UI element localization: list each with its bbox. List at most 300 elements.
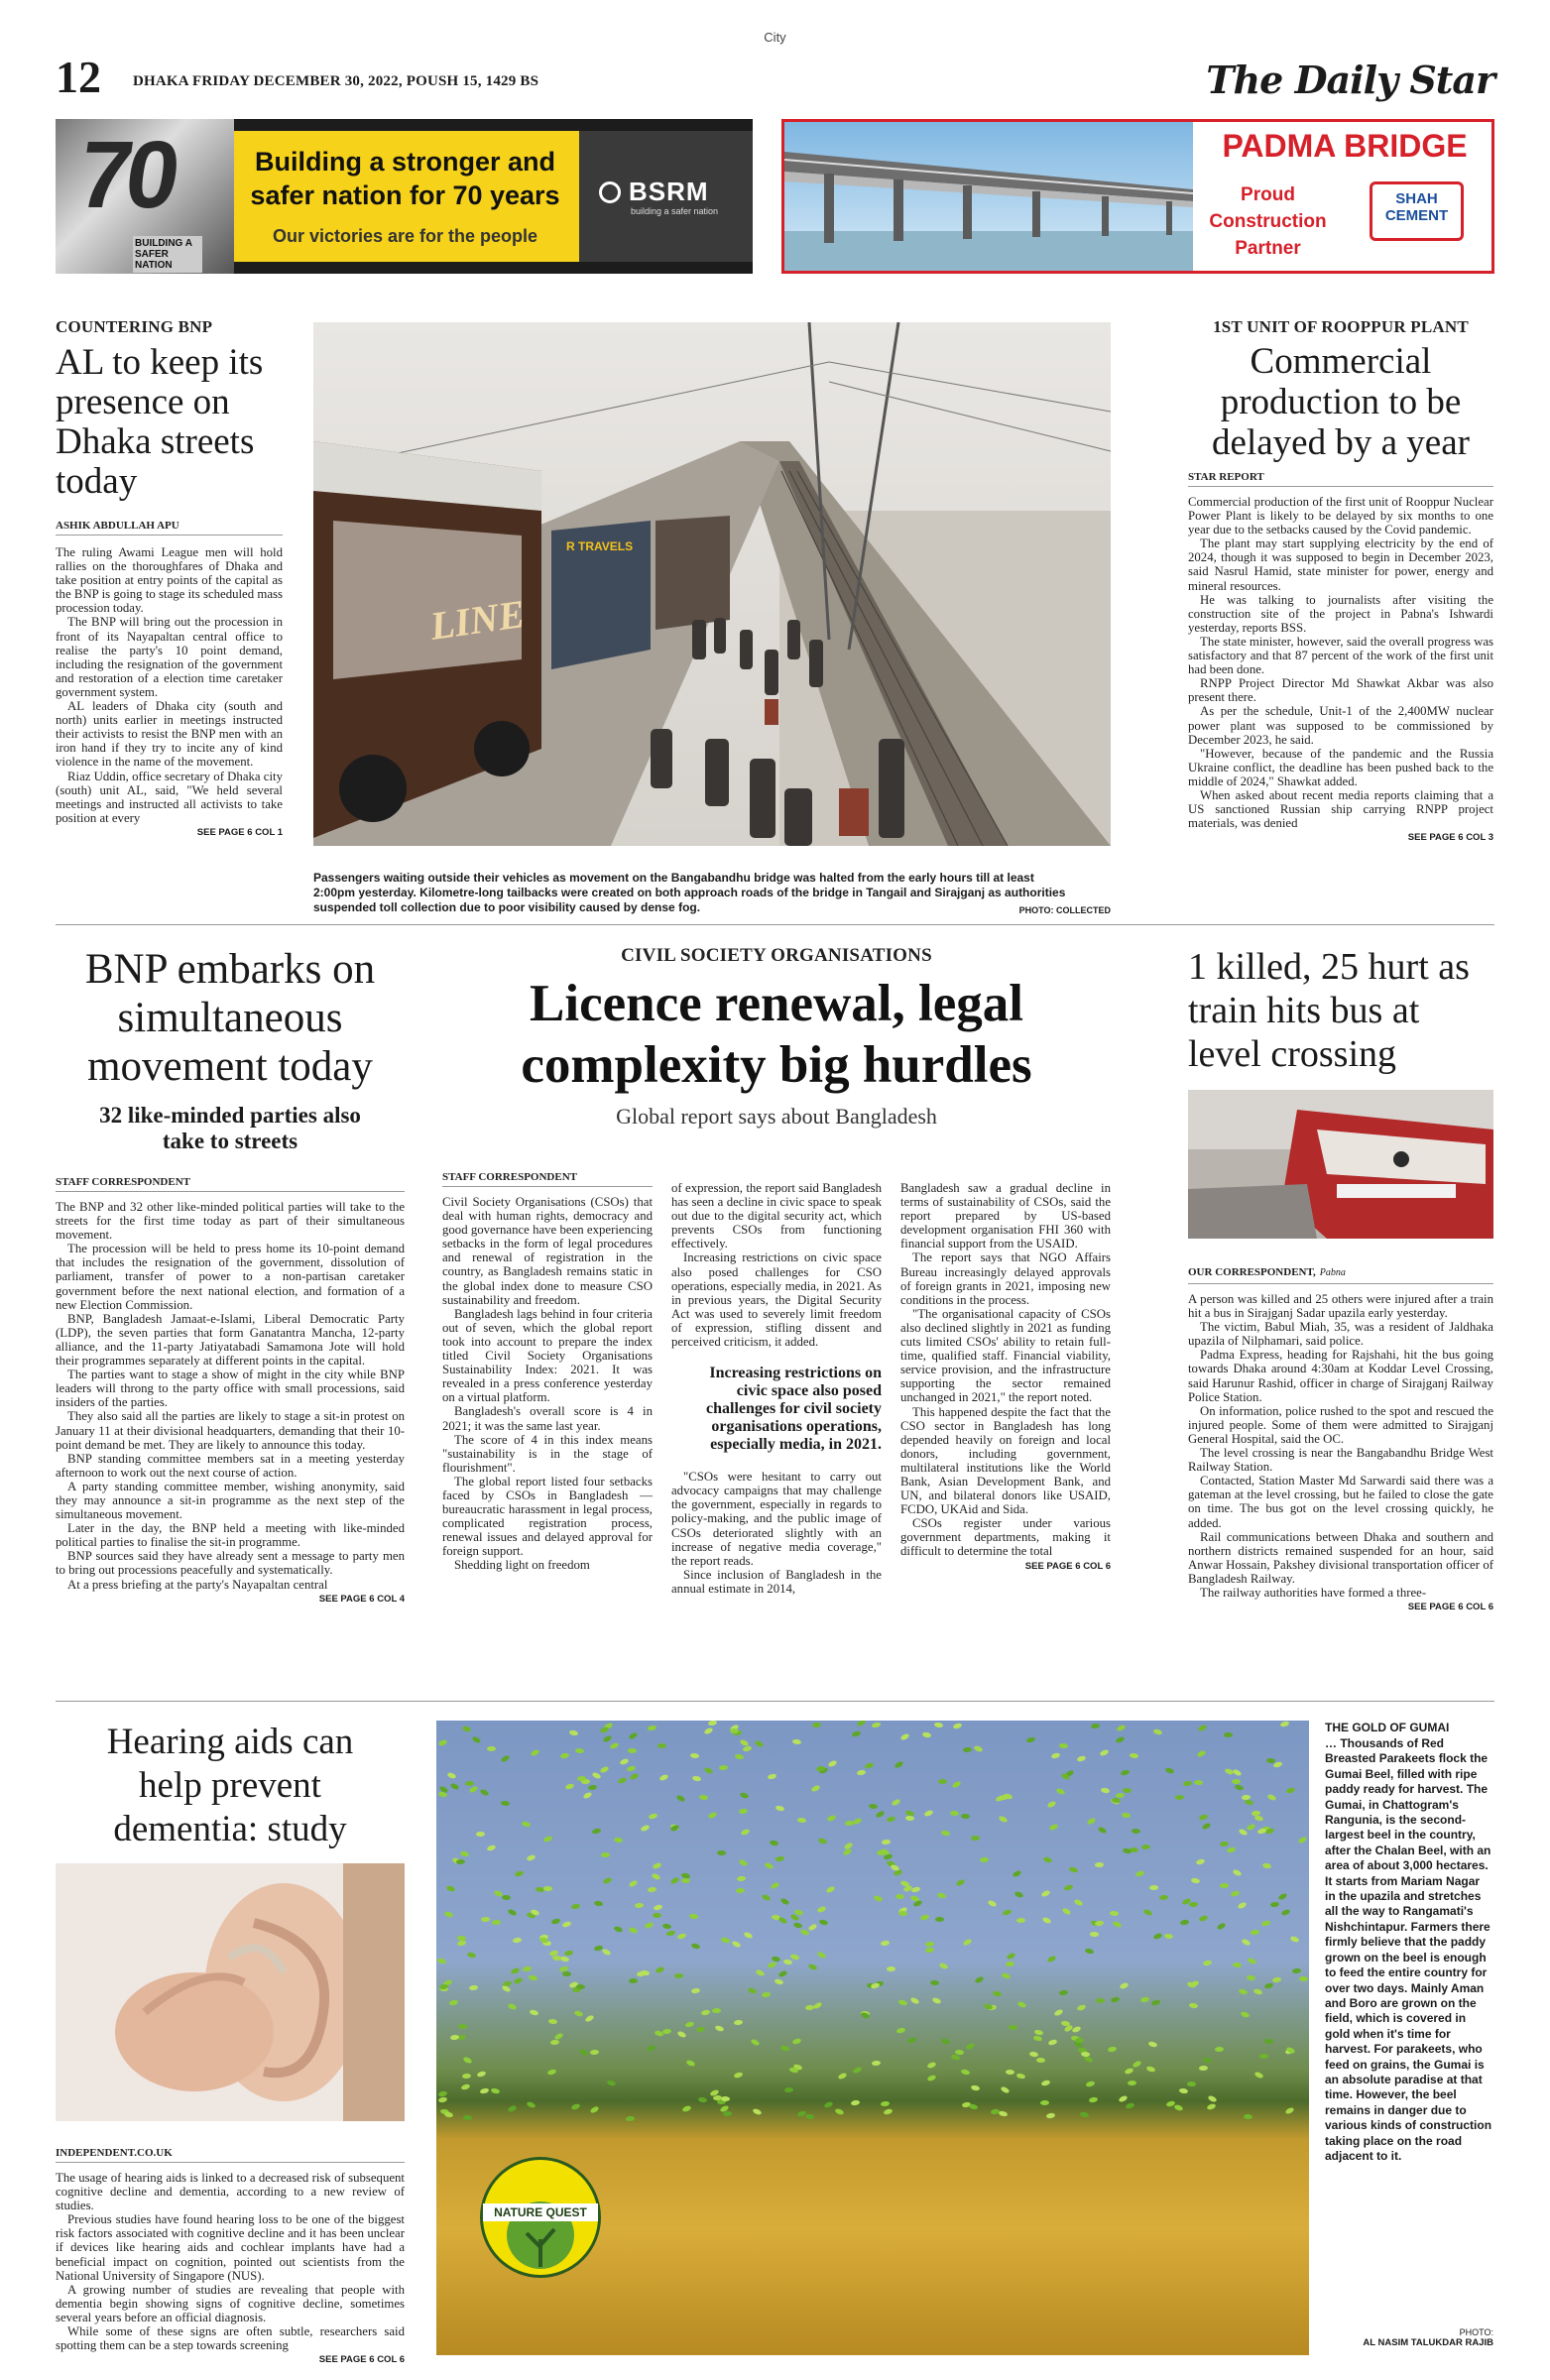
parakeet bbox=[465, 1780, 474, 1785]
parakeet bbox=[522, 1820, 532, 1827]
credit-label: PHOTO: bbox=[1459, 2327, 1493, 2337]
paragraph: BNP standing committee members sat in a meeting yesterday afternoon to work out the next course of action. bbox=[56, 1451, 405, 1480]
parakeet bbox=[589, 2105, 599, 2114]
train-accident-photo[interactable] bbox=[1188, 1090, 1493, 1239]
parakeet bbox=[970, 2084, 980, 2091]
parakeet bbox=[1280, 1909, 1290, 1917]
parakeet bbox=[779, 1897, 789, 1906]
parakeet bbox=[733, 2072, 743, 2079]
parakeet bbox=[1224, 1732, 1233, 1737]
parakeet bbox=[934, 1722, 944, 1727]
parakeet bbox=[508, 2104, 518, 2112]
parakeet bbox=[881, 1940, 891, 1946]
parakeet bbox=[571, 1903, 581, 1910]
parakeet bbox=[1198, 1725, 1208, 1733]
parakeet bbox=[919, 1914, 929, 1921]
parakeet bbox=[872, 2060, 881, 2066]
parakeet bbox=[805, 2005, 815, 2011]
paragraph: Bangladesh lags behind in four criteria out of seven, which the global report took into account to prepare the index titled Civil Society Organisations Sustainability Index: 2021. It was revealed in a press conference yesterday on a virtual platform. bbox=[442, 1306, 653, 1405]
parakeet bbox=[1226, 1846, 1236, 1853]
story-cso-pullquote: Increasing restrictions on civic space also posed challenges for civil society organisations operations, especially media, in 2021. bbox=[706, 1365, 882, 1454]
story-bnp-headline[interactable]: BNP embarks on simultaneous movement today bbox=[84, 946, 376, 1090]
parakeet bbox=[1026, 1736, 1036, 1743]
paragraph: The railway authorities have formed a three- bbox=[1200, 1585, 1427, 1600]
parakeet bbox=[462, 2056, 472, 2064]
parakeet bbox=[740, 1829, 750, 1837]
parakeet bbox=[1096, 1998, 1105, 2003]
parakeet bbox=[514, 1976, 524, 1984]
parakeet bbox=[1247, 1823, 1256, 1831]
parakeet bbox=[459, 1850, 469, 1857]
parakeet bbox=[1110, 1910, 1119, 1916]
story-hearing-headline[interactable]: Hearing aids can help prevent dementia: study bbox=[106, 1722, 354, 1849]
parakeet bbox=[1063, 1884, 1073, 1891]
paragraph: The victim, Babul Miah, 35, was a resident of Jaldhaka upazila of Nilphamari, said police. bbox=[1188, 1320, 1493, 1349]
photo-gumai-caption bbox=[1325, 1721, 1493, 2348]
story-rooppur-headline[interactable]: Commercial production to be delayed by a year bbox=[1212, 341, 1470, 463]
story-cso-continued[interactable]: SEE PAGE 6 COL 6 bbox=[1024, 1560, 1111, 1572]
shah-cement-logo bbox=[1370, 181, 1464, 241]
parakeet bbox=[1178, 2087, 1188, 2093]
parakeet bbox=[721, 1937, 731, 1944]
parakeet bbox=[891, 1798, 900, 1807]
parakeet bbox=[542, 1836, 552, 1844]
parakeet bbox=[629, 1978, 638, 1983]
parakeet bbox=[770, 1881, 779, 1890]
paragraph: Shedding light on freedom bbox=[454, 1558, 590, 1573]
parakeet bbox=[486, 1844, 496, 1852]
parakeet bbox=[438, 2090, 448, 2097]
parakeet bbox=[940, 2037, 950, 2045]
parakeet bbox=[1202, 1822, 1212, 1831]
parakeet bbox=[825, 1885, 835, 1894]
story-hearing-continued[interactable]: SEE PAGE 6 COL 6 bbox=[318, 2354, 405, 2366]
parakeet bbox=[691, 1987, 701, 1993]
story-rooppur-body bbox=[1188, 495, 1493, 830]
photo-gumai[interactable] bbox=[436, 1721, 1309, 2355]
parakeet bbox=[462, 2073, 471, 2079]
paper-name[interactable]: The Daily Star bbox=[1206, 58, 1494, 102]
parakeet bbox=[1240, 2010, 1250, 2018]
story-cso-col3 bbox=[900, 1181, 1111, 1572]
parakeet bbox=[1207, 2103, 1217, 2111]
paragraph: Rail communications between Dhaka and southern and northern districts remained suspended for an hour, said Anwar Hossain, Pakshey divisional transportation officer of Bangladesh Railway. bbox=[1188, 1529, 1493, 1586]
parakeet bbox=[565, 1783, 575, 1790]
parakeet bbox=[1264, 2038, 1273, 2043]
parakeet bbox=[883, 2108, 893, 2116]
story-bnp-subhead: 32 like-minded parties also take to streets bbox=[99, 1103, 361, 1153]
story-rooppur-byline: STAR REPORT bbox=[1188, 471, 1493, 487]
parakeet bbox=[527, 2100, 537, 2108]
parakeet bbox=[782, 1959, 792, 1964]
parakeet bbox=[437, 2096, 447, 2103]
parakeet bbox=[1196, 1749, 1206, 1757]
hearing-aid-photo[interactable] bbox=[56, 1863, 405, 2121]
parakeet bbox=[896, 2027, 906, 2034]
parakeet bbox=[807, 1923, 817, 1932]
parakeet bbox=[834, 2108, 844, 2116]
parakeet bbox=[762, 1991, 772, 1997]
parakeet bbox=[1047, 1801, 1057, 1810]
parakeet bbox=[676, 1933, 686, 1940]
parakeet bbox=[1017, 2001, 1027, 2009]
parakeet bbox=[952, 1780, 962, 1789]
parakeet bbox=[674, 1973, 683, 1978]
parakeet bbox=[1028, 2051, 1038, 2057]
parakeet bbox=[662, 2028, 671, 2034]
parakeet bbox=[736, 1888, 745, 1894]
parakeet bbox=[890, 1863, 899, 1871]
story-cso bbox=[442, 945, 1111, 1596]
parakeet bbox=[527, 1854, 537, 1862]
parakeet bbox=[1237, 1901, 1247, 1909]
parakeet bbox=[1238, 1988, 1248, 1995]
parakeet bbox=[628, 1748, 637, 1753]
photo-bridge[interactable] bbox=[313, 322, 1111, 846]
parakeet bbox=[461, 1725, 471, 1731]
parakeet bbox=[1165, 1766, 1175, 1774]
parakeet bbox=[1146, 2066, 1156, 2073]
parakeet bbox=[510, 1966, 520, 1974]
paragraph: The score of 4 in this index means "sustainability is in the stage of flourishment". bbox=[442, 1432, 653, 1475]
parakeet bbox=[894, 1760, 903, 1769]
parakeet bbox=[1006, 2070, 1014, 2075]
parakeet bbox=[476, 1832, 485, 1837]
parakeet bbox=[708, 1721, 718, 1726]
ad-padma-subtitle: Proud Construction Partner bbox=[1209, 184, 1327, 259]
parakeet bbox=[446, 1772, 456, 1780]
parakeet bbox=[685, 2021, 695, 2028]
parakeet bbox=[1153, 1728, 1163, 1735]
parakeet bbox=[629, 1773, 639, 1781]
parakeet bbox=[1253, 2071, 1263, 2079]
paragraph: The BNP will bring out the procession in front of its Nayapaltan central office to realise the party's 10 point demand, including the resignation of the government and restoration of a election time caretaker government system. bbox=[56, 615, 283, 699]
dateline: DHAKA FRIDAY DECEMBER 30, 2022, POUSH 15, 1429 BS bbox=[133, 73, 539, 89]
parakeet bbox=[1230, 1889, 1240, 1897]
parakeet bbox=[966, 2042, 976, 2051]
parakeet bbox=[550, 2040, 559, 2046]
story-train bbox=[1188, 945, 1493, 1612]
parakeet bbox=[812, 1723, 821, 1727]
parakeet bbox=[1187, 2082, 1196, 2086]
paragraph: He was talking to journalists after visiting the construction site of the project in Pabna's Ishwardi yesterday, reports BSS. bbox=[1188, 592, 1493, 635]
story-al-kicker: COUNTERING BNP bbox=[56, 317, 213, 336]
story-train-byline: OUR CORRESPONDENT, bbox=[1188, 1266, 1316, 1278]
parakeet bbox=[543, 1886, 552, 1891]
parakeet bbox=[629, 1879, 639, 1888]
parakeet bbox=[870, 1982, 880, 1989]
story-train-body bbox=[1188, 1292, 1493, 1600]
parakeet bbox=[926, 2074, 936, 2082]
parakeet bbox=[514, 1870, 524, 1877]
parakeet bbox=[1016, 1918, 1025, 1923]
parakeet bbox=[923, 1809, 933, 1817]
parakeet bbox=[576, 1984, 585, 1989]
photo-gumai-credit bbox=[1325, 2327, 1493, 2348]
parakeet bbox=[531, 1749, 540, 1758]
parakeet bbox=[1148, 2040, 1158, 2047]
parakeet bbox=[852, 1729, 862, 1737]
parakeet bbox=[790, 1954, 800, 1961]
parakeet bbox=[562, 1921, 572, 1929]
credit-name: AL NASIM TALUKDAR RAJIB bbox=[1363, 2337, 1493, 2348]
page-number: 12 bbox=[56, 52, 101, 102]
parakeet bbox=[578, 2048, 588, 2057]
parakeet bbox=[738, 1808, 748, 1815]
parakeet bbox=[690, 1753, 700, 1759]
section-tag: City bbox=[764, 30, 786, 45]
parakeet bbox=[502, 1984, 512, 1993]
parakeet bbox=[1257, 1828, 1267, 1835]
parakeet bbox=[816, 1905, 826, 1913]
parakeet bbox=[1252, 1988, 1262, 1995]
parakeet bbox=[1290, 1936, 1300, 1944]
parakeet bbox=[1250, 1930, 1259, 1936]
parakeet bbox=[501, 1801, 511, 1807]
parakeet bbox=[692, 1775, 702, 1782]
parakeet bbox=[676, 2031, 686, 2039]
parakeet bbox=[852, 2066, 862, 2074]
parakeet bbox=[500, 1754, 510, 1763]
divider bbox=[56, 924, 1494, 925]
parakeet bbox=[1151, 1999, 1161, 2006]
parakeet bbox=[1233, 1963, 1242, 1968]
paragraph: BNP sources said they have already sent a message to party men to bring out processions peacefully and systematically. bbox=[56, 1549, 405, 1578]
parakeet bbox=[1088, 2096, 1098, 2103]
parakeet bbox=[1272, 1976, 1282, 1982]
parakeet bbox=[1247, 1975, 1256, 1981]
parakeet bbox=[1059, 1742, 1069, 1748]
parakeet bbox=[925, 1941, 935, 1947]
parakeet bbox=[1199, 1914, 1209, 1922]
parakeet bbox=[895, 1894, 904, 1899]
parakeet bbox=[767, 1773, 776, 1780]
parakeet bbox=[1042, 1916, 1052, 1924]
parakeet bbox=[754, 1739, 764, 1748]
paragraph: "The organisational capacity of CSOs also declined slightly in 2021 as funding cuts limited CSOs' ability to retain full-time, qualified staff. Financial viability, service provision, and the infrastructure supporting the sector remained unchanged in 2021," the report noted. bbox=[900, 1306, 1111, 1405]
parakeet bbox=[560, 1752, 570, 1759]
parakeet bbox=[652, 1873, 661, 1881]
parakeet bbox=[599, 1726, 609, 1733]
parakeet bbox=[775, 1805, 785, 1812]
parakeet bbox=[626, 1765, 636, 1772]
parakeet bbox=[585, 2014, 595, 2023]
parakeet bbox=[837, 2072, 847, 2080]
paragraph: As per the schedule, Unit-1 of the 2,400MW nuclear power plant was supposed to be commissioned by December 2023, he said. bbox=[1188, 704, 1493, 747]
parakeet bbox=[779, 2044, 789, 2051]
parakeet bbox=[1006, 1952, 1015, 1960]
parakeet bbox=[764, 1861, 774, 1869]
parakeet bbox=[575, 1748, 584, 1754]
ad-badge-caption: BUILDING A SAFER NATION bbox=[133, 236, 202, 273]
story-hearing-byline: INDEPENDENT.CO.UK bbox=[56, 2147, 405, 2163]
parakeet bbox=[657, 1743, 666, 1748]
parakeet bbox=[653, 1913, 661, 1918]
parakeet bbox=[804, 2113, 813, 2119]
parakeet bbox=[960, 2069, 970, 2076]
parakeet bbox=[513, 1938, 523, 1944]
parakeet bbox=[1121, 1769, 1131, 1776]
parakeet bbox=[1090, 1932, 1099, 1937]
parakeet bbox=[1115, 1736, 1125, 1744]
parakeet bbox=[1217, 1922, 1227, 1931]
parakeet bbox=[669, 1876, 679, 1885]
parakeet bbox=[880, 2100, 890, 2106]
parakeet bbox=[522, 1965, 532, 1972]
ad-padma[interactable] bbox=[781, 119, 1494, 274]
paragraph: of expression, the report said Bangladesh has seen a decline in civic space to speak out due to the digital security act, which prevents CSOs from functioning effectively. bbox=[671, 1181, 882, 1251]
story-cso-col2 bbox=[671, 1181, 882, 1596]
parakeet bbox=[1124, 2067, 1133, 2075]
train-accident-illustration bbox=[1188, 1090, 1493, 1239]
parakeet bbox=[602, 1734, 612, 1743]
parakeet bbox=[744, 1931, 754, 1939]
parakeet bbox=[898, 1910, 907, 1916]
parakeet bbox=[810, 1785, 820, 1793]
ad-brand: BSRM bbox=[629, 177, 709, 206]
parakeet bbox=[743, 1745, 753, 1752]
parakeet bbox=[648, 1726, 657, 1732]
parakeet bbox=[1118, 2094, 1128, 2102]
parakeet bbox=[770, 1840, 779, 1846]
parakeet bbox=[601, 1852, 610, 1857]
story-hearing bbox=[56, 1721, 405, 2365]
parakeet bbox=[775, 1856, 785, 1863]
paragraph: Later in the day, the BNP held a meeting with like-minded political parties to finalise the sit-in programme. bbox=[56, 1521, 405, 1550]
paragraph: The report says that NGO Affairs Bureau increasingly delayed approvals of foreign grants in 2021, imposing new conditions in the process. bbox=[900, 1250, 1111, 1307]
parakeet bbox=[735, 1753, 745, 1759]
parakeet bbox=[701, 2009, 711, 2016]
parakeet bbox=[472, 1735, 482, 1744]
parakeet bbox=[909, 1996, 919, 2005]
paragraph: The level crossing is near the Bangabandhu Bridge West Railway Station. bbox=[1188, 1446, 1493, 1475]
parakeet bbox=[816, 1951, 826, 1960]
paragraph: While some of these signs are often subtle, researchers said spotting them can be a step towards screening bbox=[56, 2324, 405, 2353]
parakeet bbox=[1175, 1795, 1184, 1800]
story-cso-headline[interactable]: Licence renewal, legal complexity big hurdles bbox=[521, 975, 1032, 1094]
parakeet bbox=[864, 1762, 874, 1769]
ad-padma-brand: SHAH CEMENT bbox=[1384, 190, 1449, 224]
parakeet bbox=[1259, 2054, 1268, 2059]
parakeet bbox=[791, 2038, 801, 2046]
parakeet bbox=[1244, 2113, 1252, 2119]
parakeet bbox=[1013, 1869, 1022, 1878]
story-cso-subhead: Global report says about Bangladesh bbox=[616, 1104, 937, 1129]
parakeet bbox=[856, 1721, 866, 1727]
parakeet bbox=[468, 1984, 478, 1990]
paragraph: Contacted, Station Master Md Sarwardi said there was a gateman at the level crossing, but he failed to close the gate on time. The bus got on the level crossing quickly, he added. bbox=[1188, 1474, 1493, 1530]
ad-badge-number: 70 bbox=[71, 122, 181, 228]
story-rooppur-continued[interactable]: SEE PAGE 6 COL 3 bbox=[1407, 832, 1493, 844]
parakeet bbox=[1107, 2047, 1117, 2054]
parakeet bbox=[649, 1813, 658, 1820]
paragraph: The global report listed four setbacks faced by CSOs in Bangladesh — bureaucratic harassment in legal process, complicated registration process, renewal issues and delayed approval for foreign support. bbox=[442, 1474, 653, 1559]
nature-quest-text: NATURE QUEST bbox=[483, 2203, 598, 2221]
parakeet bbox=[635, 1902, 644, 1908]
parakeet bbox=[1220, 1883, 1229, 1888]
parakeet bbox=[723, 2111, 733, 2117]
parakeet bbox=[1189, 1901, 1198, 1906]
story-cso-byline: STAFF CORRESPONDENT bbox=[442, 1171, 653, 1187]
parakeet bbox=[1040, 1889, 1050, 1897]
paragraph: "However, because of the pandemic and the Russia Ukraine conflict, the deadline has been pushed back to the middle of 2024," Shawkat added. bbox=[1188, 746, 1493, 788]
parakeet bbox=[827, 1760, 837, 1768]
parakeet bbox=[1270, 1902, 1279, 1908]
story-cso-col1 bbox=[442, 1171, 653, 1573]
hearing-aid-illustration bbox=[56, 1863, 405, 2121]
paragraph: This happened despite the fact that the CSO sector in Bangladesh has long depended heavily on foreign and local donors, including government, multilateral institutions like the World Bank, Asian Development Bank, and UN, and bilateral donors like USAID, FCDO, UKAid and Sida. bbox=[900, 1404, 1111, 1517]
story-bnp bbox=[56, 945, 405, 1605]
parakeet bbox=[613, 1837, 623, 1843]
story-al-headline[interactable]: AL to keep its presence on Dhaka streets today bbox=[56, 342, 264, 502]
parakeet bbox=[737, 1875, 746, 1881]
paragraph: The plant may start supplying electricity by the end of 2024, though it was supposed to begin in December 2023, said Nasrul Hamid, state minister for power, energy and mineral resources. bbox=[1188, 536, 1493, 593]
parakeet bbox=[1123, 1788, 1132, 1794]
parakeet bbox=[936, 1892, 946, 1899]
parakeet bbox=[1099, 1748, 1109, 1756]
paragraph: "CSOs were hesitant to carry out advocacy campaigns that may challenge the government, especially in regards to policy-making, and the public image of CSOs deteriorated slightly with an increase of negative media coverage," the report reads. bbox=[671, 1470, 882, 1568]
parakeet bbox=[1036, 2057, 1045, 2062]
parakeet bbox=[734, 2020, 744, 2026]
parakeet bbox=[1111, 1996, 1121, 2003]
parakeet bbox=[1085, 1948, 1095, 1955]
ad-tagline: Our victories are for the people bbox=[272, 226, 538, 246]
parakeet bbox=[502, 1895, 511, 1900]
parakeet bbox=[1203, 2057, 1213, 2064]
paragraph: Since inclusion of Bangladesh in the annual estimate in 2014, bbox=[671, 1567, 882, 1596]
parakeet bbox=[449, 1782, 459, 1790]
ad-bsrm[interactable] bbox=[56, 119, 753, 274]
parakeet bbox=[467, 1952, 477, 1960]
paragraph: BNP, Bangladesh Jamaat-e-Islami, Liberal Democratic Party (LDP), the seven parties that form Ganatantra Mancha, 12-party alliance, and the 11-party Jatiyatabadi Samamona Jote will hold their programmes separately at different points in the capital. bbox=[56, 1311, 405, 1368]
story-train-continued[interactable]: SEE PAGE 6 COL 6 bbox=[1407, 1602, 1493, 1613]
parakeet bbox=[1033, 2035, 1043, 2042]
bridge-photo bbox=[784, 122, 1193, 271]
story-train-byline-row bbox=[1188, 1262, 1493, 1284]
parakeet bbox=[881, 1840, 890, 1845]
story-bnp-continued[interactable]: SEE PAGE 6 COL 4 bbox=[318, 1593, 405, 1605]
parakeet bbox=[719, 1765, 728, 1771]
parakeet bbox=[1041, 2079, 1051, 2086]
parakeet bbox=[717, 1850, 726, 1855]
parakeet bbox=[988, 1900, 998, 1908]
parakeet bbox=[1188, 2003, 1198, 2009]
parakeet bbox=[899, 1732, 909, 1741]
parakeet bbox=[1297, 1836, 1307, 1844]
ad-headline: Building a stronger and safer nation for 70 years bbox=[250, 147, 560, 210]
parakeet bbox=[637, 1970, 647, 1976]
parakeet bbox=[853, 1818, 863, 1826]
parakeet bbox=[594, 1900, 604, 1907]
paragraph: The ruling Awami League men will hold rallies on the thoroughfares of Dhaka and take position at entry points of the capital as the BNP is going to stage its scheduled mass procession today. bbox=[56, 545, 283, 616]
parakeet bbox=[1141, 1844, 1150, 1849]
parakeet bbox=[1232, 1868, 1242, 1876]
parakeet bbox=[665, 1930, 675, 1937]
parakeet bbox=[1095, 1862, 1104, 1867]
parakeet bbox=[1203, 1960, 1213, 1966]
parakeet bbox=[458, 2023, 467, 2028]
parakeet bbox=[570, 2103, 580, 2111]
bridge-traffic-illustration bbox=[313, 322, 1111, 846]
parakeet bbox=[490, 2087, 500, 2094]
masthead bbox=[56, 52, 1494, 103]
ad-padma-title: PADMA BRIDGE bbox=[1222, 128, 1468, 164]
parakeet bbox=[708, 1812, 718, 1821]
story-al-continued[interactable]: SEE PAGE 6 COL 1 bbox=[196, 826, 283, 838]
parakeet bbox=[552, 1956, 561, 1962]
story-train-headline[interactable]: 1 killed, 25 hurt as train hits bus at level crossing bbox=[1188, 946, 1470, 1075]
parakeet bbox=[778, 1916, 788, 1925]
